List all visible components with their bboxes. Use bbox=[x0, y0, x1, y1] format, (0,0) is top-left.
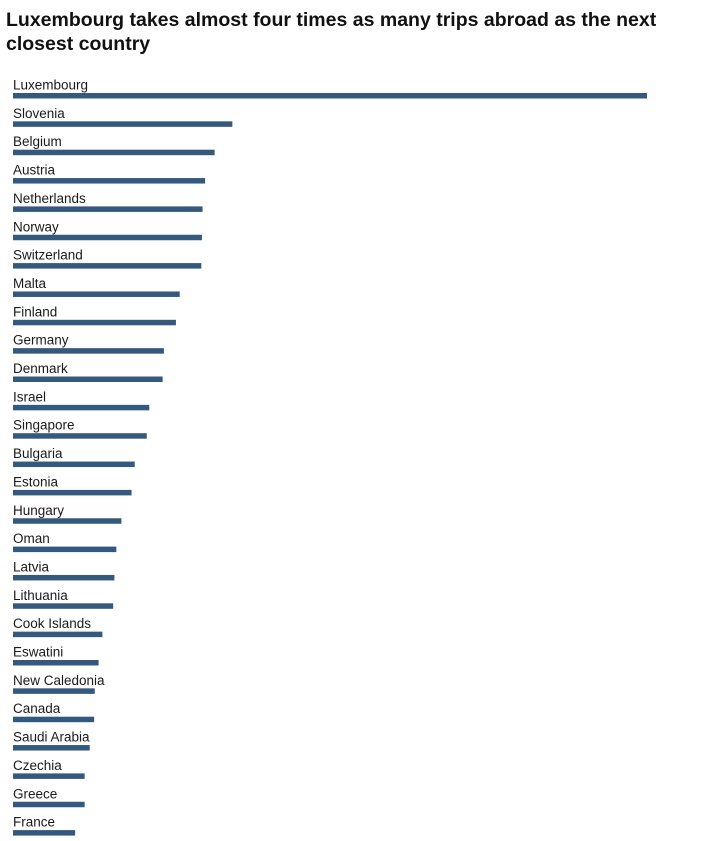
category-label-estonia: Estonia bbox=[13, 474, 59, 490]
bar-netherlands[interactable] bbox=[13, 206, 203, 212]
category-label-finland: Finland bbox=[13, 304, 58, 320]
category-label-greece: Greece bbox=[13, 786, 58, 802]
bar-germany[interactable] bbox=[13, 348, 164, 354]
category-label-austria: Austria bbox=[13, 162, 56, 178]
bar-singapore[interactable] bbox=[13, 433, 147, 439]
bar-lithuania[interactable] bbox=[13, 603, 113, 609]
bar-group bbox=[13, 78, 647, 836]
category-label-lithuania: Lithuania bbox=[13, 587, 68, 603]
bar-greece[interactable] bbox=[13, 802, 85, 808]
bar-canada[interactable] bbox=[13, 717, 94, 723]
category-label-belgium: Belgium bbox=[13, 134, 62, 150]
bar-oman[interactable] bbox=[13, 547, 116, 553]
category-label-oman: Oman bbox=[13, 531, 50, 547]
bar-france[interactable] bbox=[13, 830, 75, 836]
category-label-germany: Germany bbox=[13, 332, 69, 348]
bar-luxembourg[interactable] bbox=[13, 93, 647, 99]
category-label-singapore: Singapore bbox=[13, 417, 75, 433]
bar-finland[interactable] bbox=[13, 320, 176, 326]
category-label-bulgaria: Bulgaria bbox=[13, 446, 63, 462]
category-label-latvia: Latvia bbox=[13, 559, 50, 575]
category-label-cook-islands: Cook Islands bbox=[13, 616, 92, 632]
category-label-israel: Israel bbox=[13, 389, 47, 405]
bar-bulgaria[interactable] bbox=[13, 462, 135, 468]
category-label-malta: Malta bbox=[13, 275, 47, 291]
category-label-france: France bbox=[13, 814, 56, 830]
bar-new-caledonia[interactable] bbox=[13, 688, 95, 694]
category-label-denmark: Denmark bbox=[13, 361, 68, 376]
category-label-netherlands: Netherlands bbox=[13, 190, 86, 206]
category-label-canada: Canada bbox=[13, 701, 61, 717]
bar-latvia[interactable] bbox=[13, 575, 114, 581]
category-label-luxembourg: Luxembourg bbox=[13, 77, 89, 93]
category-label-hungary: Hungary bbox=[13, 502, 65, 518]
category-label-norway: Norway bbox=[13, 219, 59, 235]
bar-austria[interactable] bbox=[13, 178, 205, 184]
bar-belgium[interactable] bbox=[13, 150, 215, 156]
bar-hungary[interactable] bbox=[13, 518, 121, 524]
category-label-saudi-arabia: Saudi Arabia bbox=[13, 729, 90, 745]
chart-title: Luxembourg takes almost four times as many trips abroad as the next closest country bbox=[6, 9, 657, 55]
bar-switzerland[interactable] bbox=[13, 263, 201, 269]
bar-saudi-arabia[interactable] bbox=[13, 745, 90, 751]
bar-israel[interactable] bbox=[13, 405, 149, 411]
category-label-switzerland: Switzerland bbox=[13, 247, 83, 263]
bar-cook-islands[interactable] bbox=[13, 632, 102, 638]
bar-malta[interactable] bbox=[13, 291, 180, 297]
bar-czechia[interactable] bbox=[13, 773, 85, 779]
category-label-czechia: Czechia bbox=[13, 757, 62, 773]
bar-norway[interactable] bbox=[13, 235, 202, 241]
bar-eswatini[interactable] bbox=[13, 660, 99, 666]
category-label-eswatini: Eswatini bbox=[13, 644, 64, 660]
bar-denmark[interactable] bbox=[13, 377, 163, 383]
category-label-new-caledonia: New Caledonia bbox=[13, 672, 105, 688]
bar-slovenia[interactable] bbox=[13, 121, 232, 127]
category-label-slovenia: Slovenia bbox=[13, 105, 65, 121]
bar-estonia[interactable] bbox=[13, 490, 132, 496]
